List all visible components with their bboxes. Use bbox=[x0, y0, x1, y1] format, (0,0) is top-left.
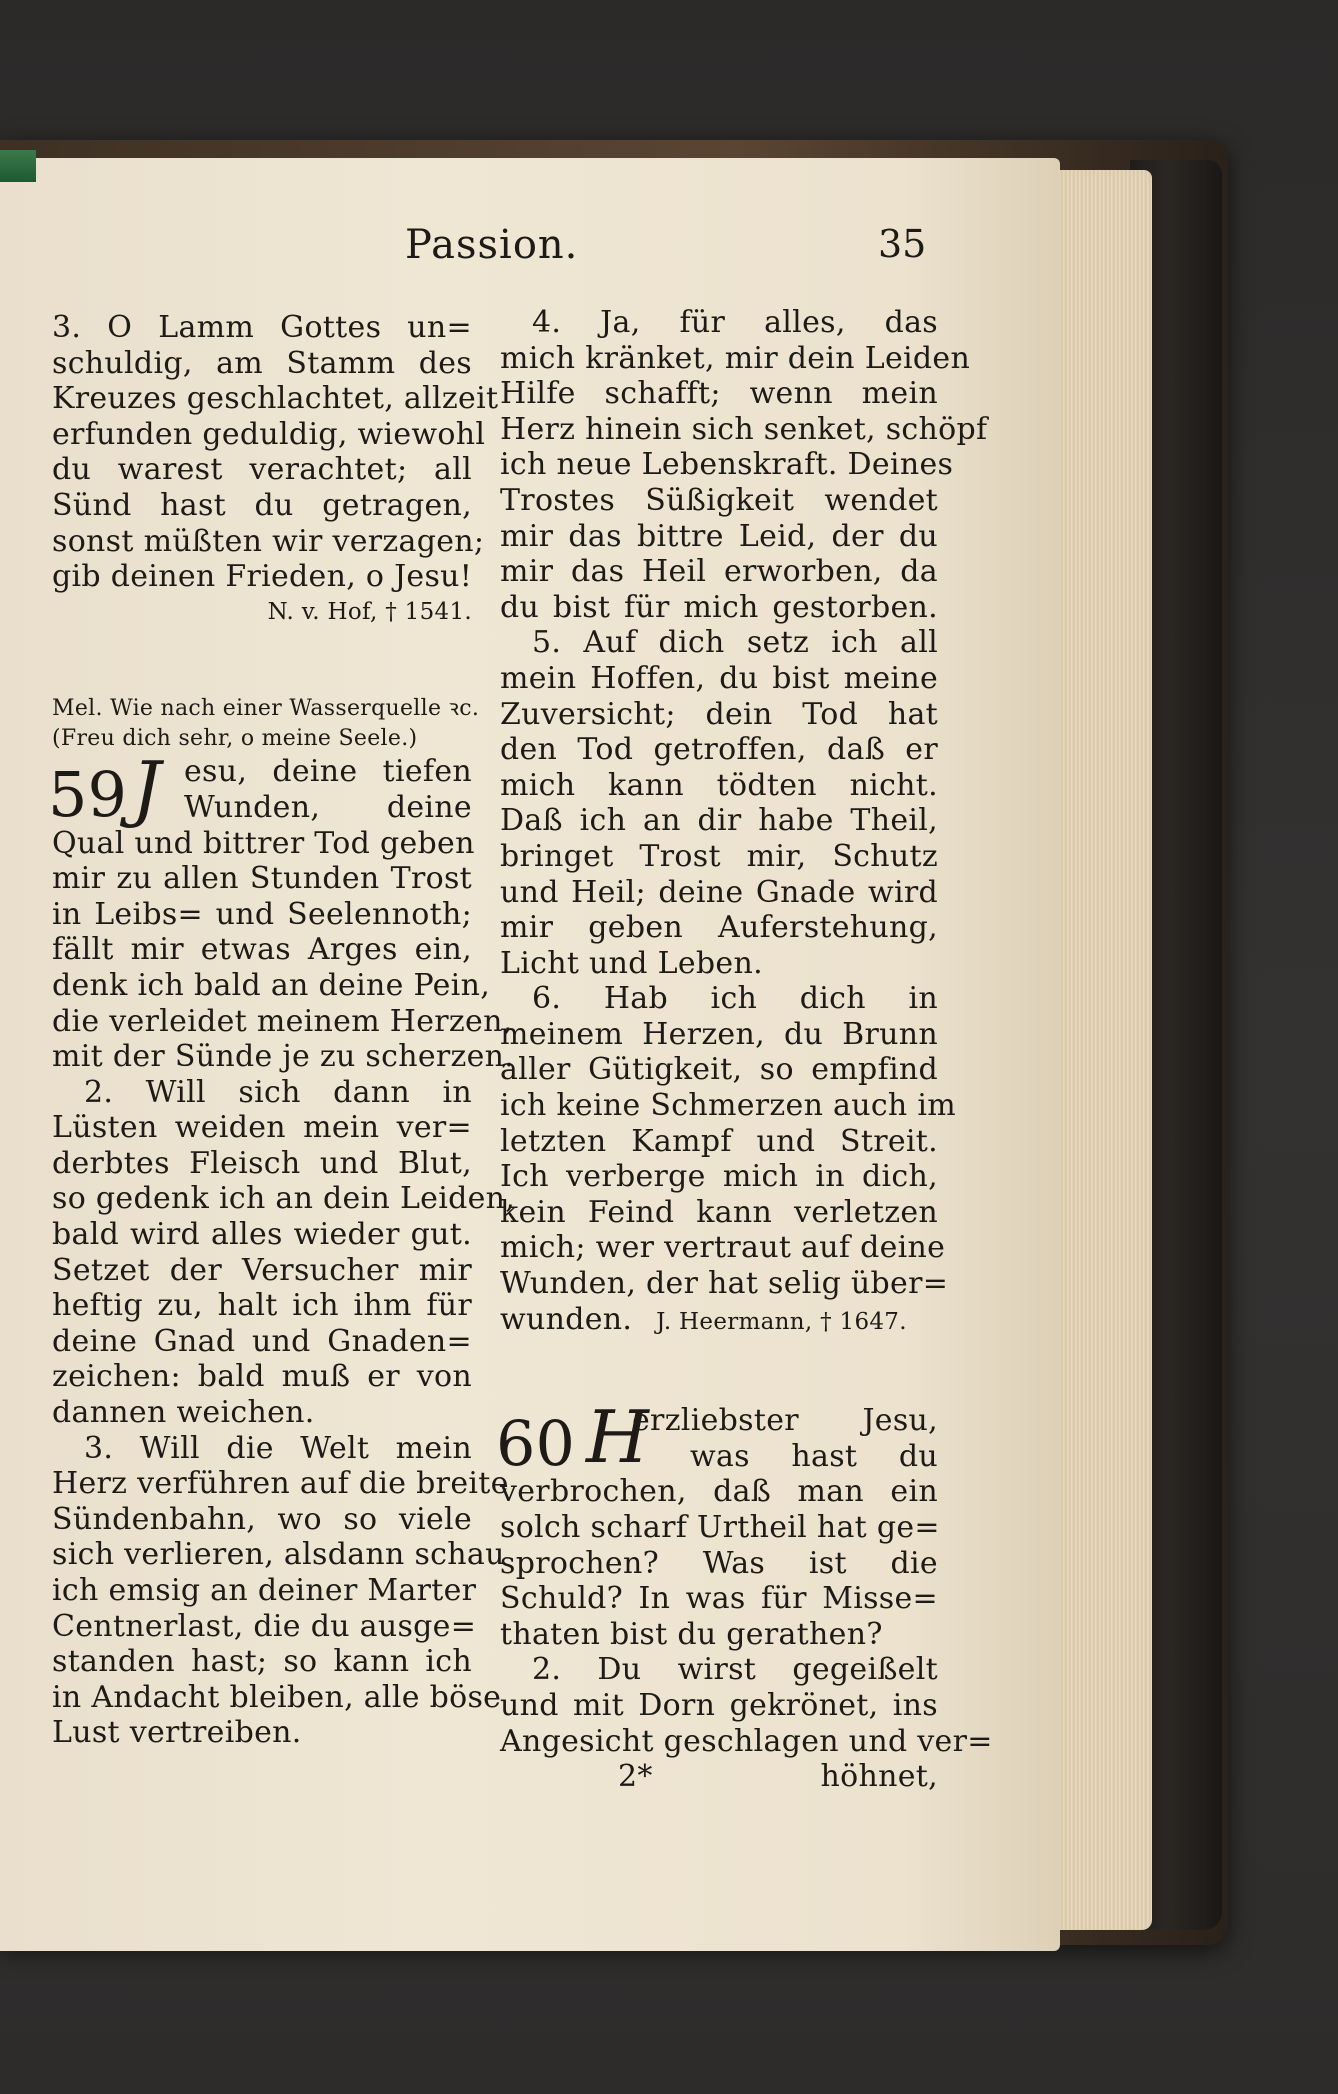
text-line: Trostes Süßigkeit wendet bbox=[500, 482, 938, 518]
author-attribution: N. v. Hof, † 1541. bbox=[267, 598, 472, 625]
text-fragment: wunden. bbox=[500, 1301, 633, 1337]
text-line: Lust vertreiben. bbox=[52, 1715, 302, 1751]
right-column bbox=[496, 305, 993, 1795]
text-line: und Heil; deine Gnade wird bbox=[500, 874, 938, 910]
text-line: derbtes Fleisch und Blut, bbox=[52, 1145, 472, 1181]
melody-note: Mel. Wie nach einer Wasserquelle ꝛc. bbox=[52, 696, 480, 722]
text-line: Sünd hast du getragen, bbox=[52, 487, 472, 523]
text-line: bald wird alles wieder gut. bbox=[52, 1217, 472, 1253]
hymn-60-opening bbox=[496, 1395, 938, 1481]
text-line: dannen weichen. bbox=[52, 1395, 315, 1431]
text-line: in Andacht bleiben, alle böse bbox=[52, 1679, 502, 1715]
text-line: 4. Ja, für alles, das bbox=[532, 305, 938, 340]
text-line: Lüsten weiden mein ver= bbox=[52, 1110, 472, 1146]
spacer bbox=[52, 630, 472, 694]
text-line: denk ich bald an deine Pein, bbox=[52, 967, 491, 1003]
running-head: Passion. bbox=[405, 222, 579, 268]
text-line: Zuversicht; dein Tod hat bbox=[500, 696, 938, 732]
text-line: mein Hoffen, du bist meine bbox=[500, 660, 938, 696]
text-line: und mit Dorn gekrönet, ins bbox=[500, 1687, 938, 1723]
text-line: gib deinen Frieden, o Jesu! bbox=[52, 559, 473, 595]
text-line: Angesicht geschlagen und ver= bbox=[500, 1723, 993, 1759]
text-line bbox=[500, 1302, 938, 1338]
text-line: Kreuzes geschlachtet, allzeit bbox=[52, 381, 499, 417]
text-line: aller Gütigkeit, so empfind bbox=[500, 1052, 938, 1088]
text-line: mir das bittre Leid, der du bbox=[500, 518, 938, 554]
text-line: 2. Du wirst gegeißelt bbox=[532, 1652, 938, 1688]
text-line: sprochen? Was ist die bbox=[500, 1545, 938, 1581]
text-line: in Leibs= und Seelennoth; bbox=[52, 896, 472, 932]
text-line: fällt mir etwas Arges ein, bbox=[52, 932, 472, 968]
text-line: du bist für mich gestorben. bbox=[500, 589, 938, 625]
text-line: was hast du bbox=[690, 1438, 938, 1474]
drop-cap: H bbox=[586, 1395, 649, 1480]
bookmark-ribbon bbox=[0, 150, 36, 182]
text-line: Herz verführen auf die breite bbox=[52, 1466, 509, 1502]
text-line: mich kann tödten nicht. bbox=[500, 767, 938, 803]
text-line: standen hast; so kann ich bbox=[52, 1644, 472, 1680]
left-column bbox=[48, 310, 516, 1751]
text-line: sonst müßten wir verzagen; bbox=[52, 523, 485, 559]
text-line: sich verlieren, alsdann schau bbox=[52, 1537, 505, 1573]
text-line: Hilfe schafft; wenn mein bbox=[500, 376, 938, 412]
text-line: heftig zu, halt ich ihm für bbox=[52, 1288, 472, 1324]
text-line: deine Gnad und Gnaden= bbox=[52, 1323, 472, 1359]
text-line: erzliebster Jesu, bbox=[632, 1403, 938, 1439]
text-line: meinem Herzen, du Brunn bbox=[500, 1016, 938, 1052]
text-line: esu, deine tiefen bbox=[184, 754, 472, 790]
spacer bbox=[500, 1337, 938, 1403]
text-line: schuldig, am Stamm des bbox=[52, 345, 472, 381]
text-line: Wunden, deine bbox=[184, 789, 472, 825]
text-line: Setzet der Versucher mir bbox=[52, 1252, 472, 1288]
text-line: verbrochen, daß man ein bbox=[500, 1474, 938, 1510]
text-line: 5. Auf dich setz ich all bbox=[532, 625, 938, 661]
hymn-59-opening bbox=[48, 746, 472, 832]
text-line: 6. Hab ich dich in bbox=[532, 981, 938, 1017]
text-line: kein Feind kann verletzen bbox=[500, 1194, 938, 1230]
page-number: 35 bbox=[878, 222, 927, 266]
text-line: zeichen: bald muß er von bbox=[52, 1359, 472, 1395]
drop-cap: J bbox=[132, 746, 161, 831]
text-line: thaten bist du gerathen? bbox=[500, 1616, 883, 1652]
text-line: den Tod getroffen, daß er bbox=[500, 732, 938, 768]
hymn-number: 59 bbox=[48, 758, 127, 832]
text-line: mir zu allen Stunden Trost bbox=[52, 861, 472, 897]
text-line: ich emsig an deiner Marter bbox=[52, 1573, 477, 1608]
text-line: die verleidet meinem Herzen, bbox=[52, 1003, 513, 1039]
text-line: Ich verberge mich in dich, bbox=[500, 1159, 938, 1195]
text-line: mir geben Auferstehung, bbox=[500, 910, 938, 946]
text-line: Sündenbahn, wo so viele bbox=[52, 1501, 472, 1537]
text-line: erfunden geduldig, wiewohl bbox=[52, 416, 486, 452]
catchword: höhnet, bbox=[820, 1759, 938, 1795]
text-line: bringet Trost mir, Schutz bbox=[500, 838, 938, 874]
text-line: ich neue Lebenskraft. Deines bbox=[500, 447, 954, 483]
hymn-number: 60 bbox=[496, 1407, 575, 1481]
melody-note: (Freu dich sehr, o meine Seele.) bbox=[52, 726, 418, 752]
text-line: du warest verachtet; all bbox=[52, 452, 472, 488]
text-line: Schuld? In was für Misse= bbox=[500, 1581, 938, 1617]
text-line: mich; wer vertraut auf deine bbox=[500, 1230, 946, 1266]
author-attribution: J. Heermann, † 1647. bbox=[656, 1308, 907, 1335]
text-line: letzten Kampf und Streit. bbox=[500, 1123, 938, 1159]
text-line: mich kränket, mir dein Leiden bbox=[500, 340, 971, 376]
text-line: solch scharf Urtheil hat ge= bbox=[500, 1510, 940, 1545]
text-line: Daß ich an dir habe Theil, bbox=[500, 803, 938, 839]
text-line: Wunden, der hat selig über= bbox=[500, 1266, 949, 1302]
text-line: Qual und bittrer Tod geben bbox=[52, 825, 475, 861]
text-line bbox=[500, 1759, 938, 1795]
text-line: mit der Sünde je zu scherzen. bbox=[52, 1039, 515, 1075]
text-line: Herz hinein sich senket, schöpf bbox=[500, 411, 988, 447]
text-line: Licht und Leben. bbox=[500, 945, 763, 981]
printer-signature: 2* bbox=[618, 1759, 653, 1795]
text-line: ich keine Schmerzen auch im bbox=[500, 1088, 957, 1124]
text-line: mir das Heil erworben, da bbox=[500, 554, 938, 590]
text-line: 2. Will sich dann in bbox=[84, 1074, 472, 1110]
text-line: 3. O Lamm Gottes un= bbox=[52, 310, 472, 345]
text-line: so gedenk ich an dein Leiden, bbox=[52, 1181, 516, 1217]
text-line: 3. Will die Welt mein bbox=[84, 1430, 472, 1466]
text-line: Centnerlast, die du ausge= bbox=[52, 1608, 477, 1644]
